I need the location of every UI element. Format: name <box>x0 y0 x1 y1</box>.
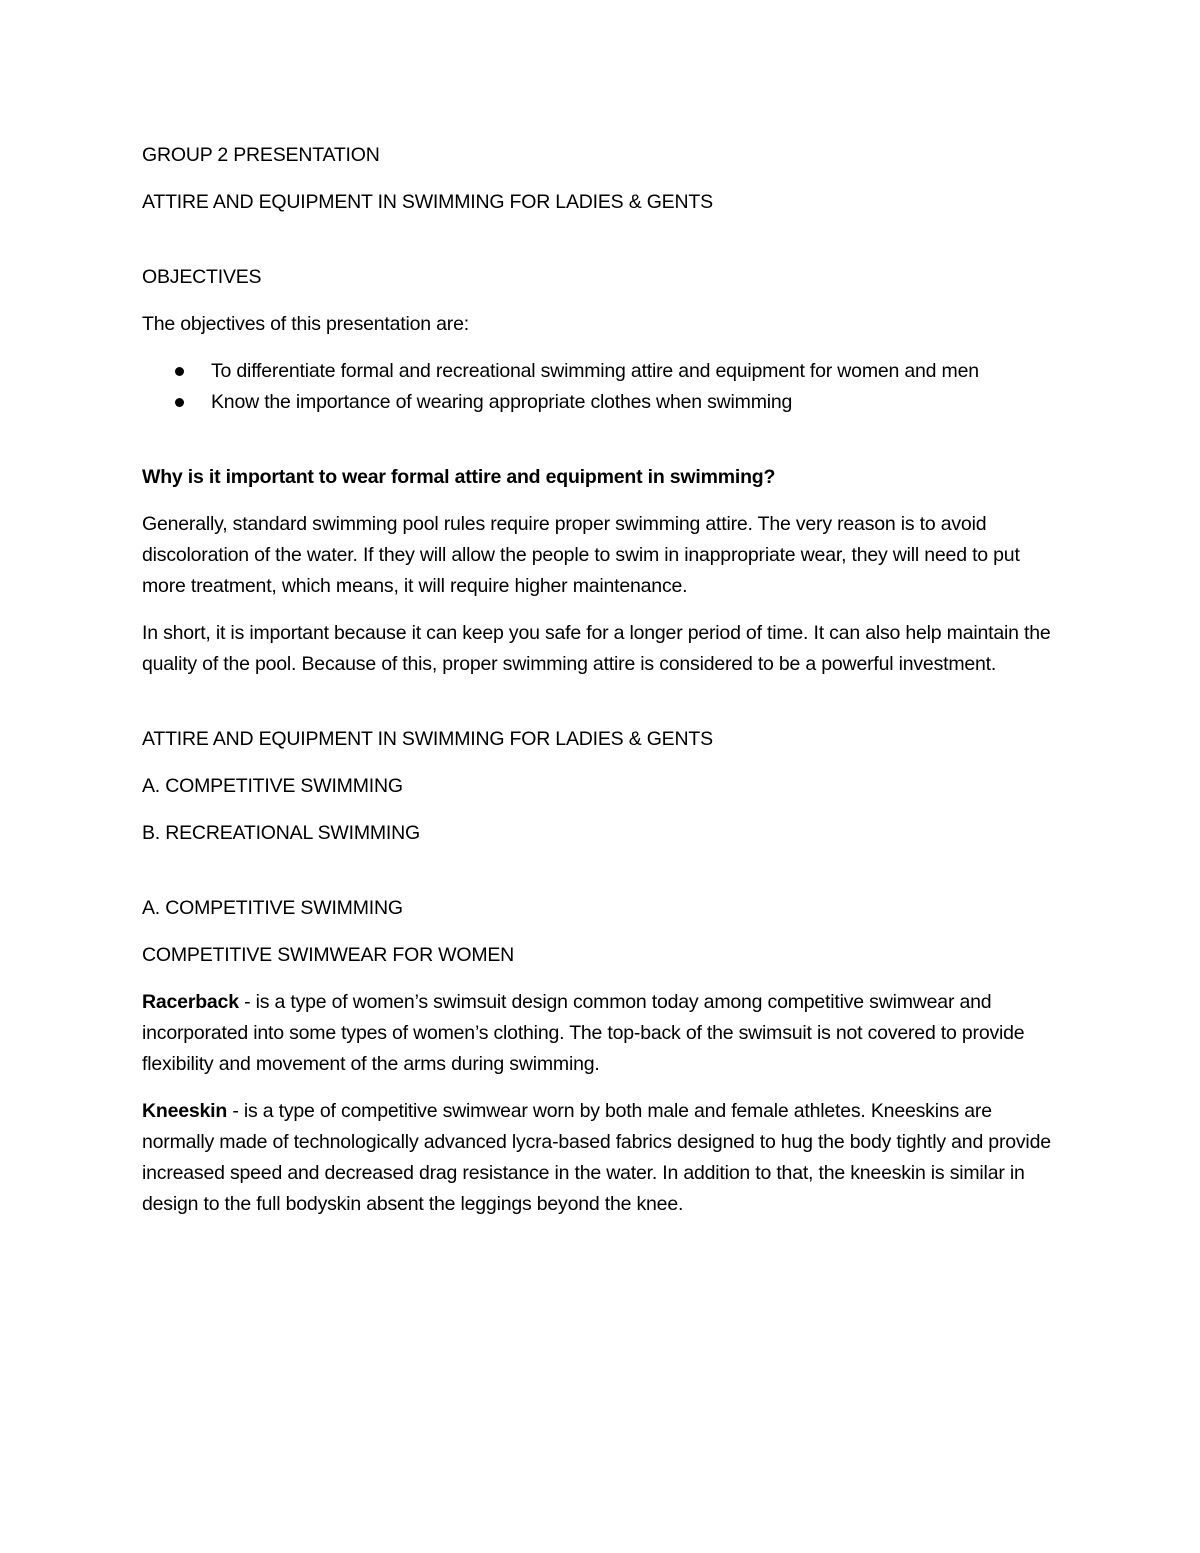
spacer <box>142 418 1067 462</box>
document-title: GROUP 2 PRESENTATION <box>142 144 380 166</box>
objective-text: Know the importance of wearing appropriate clothes when swimming <box>211 391 793 413</box>
spacer <box>142 924 1067 940</box>
spacer <box>142 971 1067 987</box>
outline-heading: ATTIRE AND EQUIPMENT IN SWIMMING FOR LADIES & GENTS <box>142 728 713 750</box>
importance-paragraph-2: In short, it is important because it can keep you safe for a longer period of time. It can also help maintain the quality of the pool. Because of this, proper swimming attire is considered to be a powerful investment. <box>142 622 1051 675</box>
kneeskin-definition <box>142 1096 1067 1220</box>
importance-paragraph-1: Generally, standard swimming pool rules require proper swimming attire. The very reason is to avoid discoloration of the water. If they will allow the people to swim in inappropriate wear, they will need to put more treatment, which means, it will require higher maintenance. <box>142 513 1020 597</box>
spacer <box>142 171 1067 187</box>
importance-question: Why is it important to wear formal attire and equipment in swimming? <box>142 466 776 488</box>
document-topic: ATTIRE AND EQUIPMENT IN SWIMMING FOR LADIES & GENTS <box>142 191 713 213</box>
competitive-subheading: COMPETITIVE SWIMWEAR FOR WOMEN <box>142 944 515 966</box>
spacer <box>142 755 1067 771</box>
racerback-term: Racerback <box>142 991 239 1013</box>
objectives-heading: OBJECTIVES <box>142 266 262 288</box>
bullet-icon <box>175 367 184 376</box>
list-item <box>142 387 1067 418</box>
spacer <box>142 802 1067 818</box>
spacer <box>142 218 1067 262</box>
outline-item-a: A. COMPETITIVE SWIMMING <box>142 775 403 797</box>
list-item <box>142 356 1067 387</box>
document-page <box>142 140 1067 1220</box>
spacer <box>142 493 1067 509</box>
competitive-heading: A. COMPETITIVE SWIMMING <box>142 897 403 919</box>
racerback-definition <box>142 987 1067 1080</box>
spacer <box>142 293 1067 309</box>
objective-text: To differentiate formal and recreational swimming attire and equipment for women and men <box>211 360 979 382</box>
spacer <box>142 849 1067 893</box>
kneeskin-term: Kneeskin <box>142 1100 228 1122</box>
racerback-text: - is a type of women’s swimsuit design common today among competitive swimwear and incorporated into some types of women’s clothing. The top-back of the swimsuit is not covered to provide flexibility and movement of the arms during swimming. <box>142 991 1025 1075</box>
objectives-intro: The objectives of this presentation are: <box>142 313 469 335</box>
spacer <box>142 680 1067 724</box>
kneeskin-text: - is a type of competitive swimwear worn by both male and female athletes. Kneeskins are normally made of technologically advanced lycra-based fabrics designed to hug the body tightly and provide increased speed and decreased drag resistance in the water. In addition to that, the kneeskin is similar in design to the full bodyskin absent the leggings beyond the knee. <box>142 1100 1051 1215</box>
objectives-list <box>142 356 1067 418</box>
bullet-icon <box>175 398 184 407</box>
spacer <box>142 340 1067 356</box>
outline-item-b: B. RECREATIONAL SWIMMING <box>142 822 420 844</box>
spacer <box>142 602 1067 618</box>
spacer <box>142 1080 1067 1096</box>
